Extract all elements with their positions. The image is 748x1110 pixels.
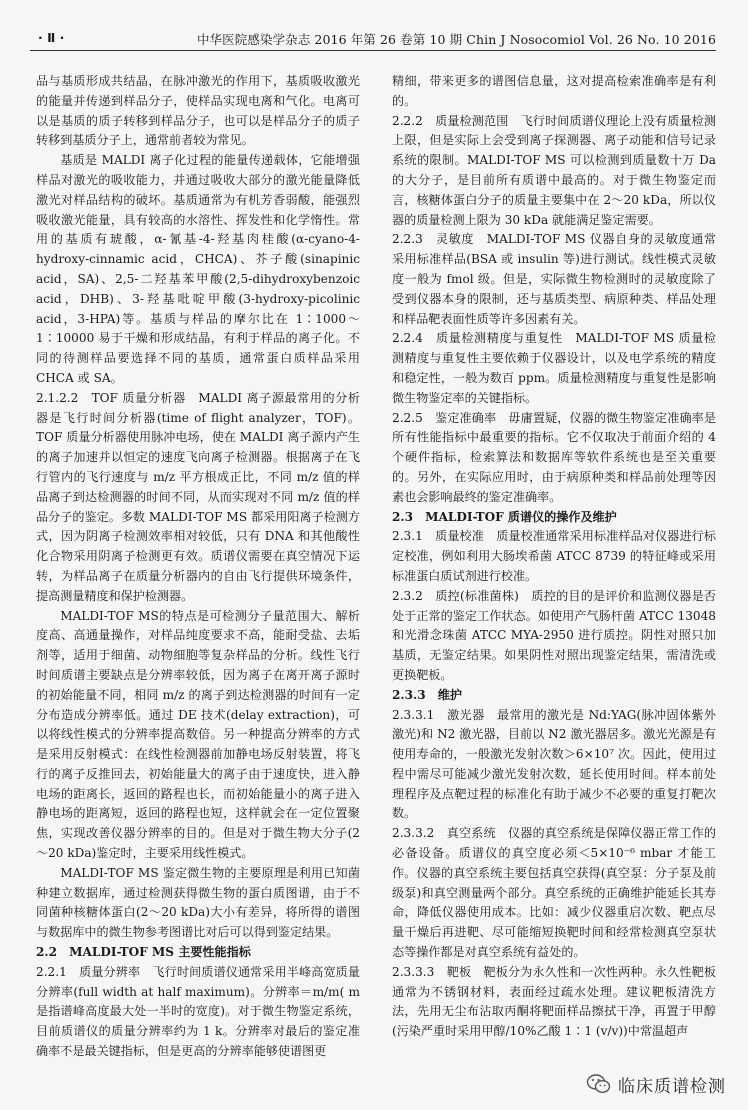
section-heading: 2.3 MALDI-TOF 质谱仪的操作及维护 (392, 509, 617, 524)
paragraph: 基质是 MALDI 离子化过程的能量传递载体，它能增强样品对激光的吸收能力，并通过吸收大部分的激光能量降低激光对样品结构的破坏。基质通常为有机芳香弱酸，能强烈吸收激光能量，具有较高的水溶性、挥发性和化学惰性。常用的基质有琥酸，α-氰基-4-羟基肉桂酸(α-cyano-4-hydroxy-cinnamic acid，CHCA)、芥子酸(sinapinic acid，SA)、2,5-二羟基苯甲酸(2,5-dihydroxybenzoic acid，DHB)、3-羟基吡啶甲酸(3-hydroxy-picolinic acid，3-HPA)等。基质与样品的摩尔比在 1∶1000～1∶10000 易于干燥和形成结晶，有利于样品的离子化。不同的待测样品要选择不同的基质，通常蛋白质样品采用 CHCA 或 SA。 (36, 153, 360, 385)
paragraph: MALDI-TOF MS的特点是可检测分子量范围大、解析度高、高通量操作，对样品纯度要求不高，能耐受盐、去垢剂等，适用于细菌、动物细胞等复杂样品的分析。线性飞行时间质谱主要缺点是分辨率较低，因为离子在离开离子源时的初始能量不同，相同 m/z 的离子到达检测器的时间有一定分布造成分辨率低。通过 DE 技术(delay extraction)，可以将线性模式的分辨率提高数倍。另一种提高分辨率的方式是采用反射模式：在线性检测器前加静电场反射装置，将飞行的离子反推回去，初始能量大的离子由于速度快，进入静电场的距离长，返回的路程也长，而初始能量小的离子进入静电场的距离短，返回的路程也短，这样就会在一定位置聚焦，实现改善仪器分辨率的目的。但是对于微生物大分子(2～20 kDa)鉴定时，主要采用线性模式。 (36, 608, 360, 861)
section-paragraph: 2.3.3.2 真空系统 仪器的真空系统是保障仪器正常工作的必备设备。质谱仪的真空度必须＜5×10⁻⁶ mbar 才能工作。仪器的真空系统主要包括真空获得(真空泵：分子泵及前级泵)和真空测量两个部分。真空系统的正确维护能延长其寿命，降低仪器使用成本。比如：减少仪器重启次数、靶点尽量干燥后再进靶、尽可能缩短换靶时间和经常检测真空泵状态等操作都是对真空系统有益处的。 (392, 826, 716, 960)
section-paragraph: 2.2.4 质量检测精度与重复性 MALDI-TOF MS 质量检测精度与重复性主要依赖于仪器设计，以及电学系统的精度和稳定性，一般为数百 ppm。质量检测精度与重复性是影响微生物鉴定率的关键指标。 (392, 331, 716, 405)
paragraph: 精细，带来更多的谱图信息量，这对提高检索准确率是有利的。 (392, 74, 716, 108)
wechat-icon (586, 1071, 612, 1097)
page-number: · Ⅱ · (38, 30, 65, 45)
section-paragraph: 2.3.3.3 靶板 靶板分为永久性和一次性两种。永久性靶板通常为不锈钢材料，表面经过疏水处理。建议靶板清洗方法，先用无尘布沾取丙酮将靶面样品擦拭干净，再置于甲醇(污染严重时采用甲醇/10%乙酸 1∶1 (v/v))中常温超声 (392, 964, 716, 1039)
paragraph: 品与基质形成共结晶，在脉冲激光的作用下，基质吸收激光的能量并传递到样品分子，使样品实现电离和气化。电离可以是基质的质子转移到样品分子，也可以是样品分子的质子转移到基质分子上，通常前者较为常见。 (36, 74, 360, 148)
section-heading: 2.3.3 维护 (392, 687, 462, 702)
section-paragraph: 2.3.1 质量校准 质量校准通常采用标准样品对仪器进行标定校准，例如利用大肠埃希菌 ATCC 8739 的特征峰或采用标准蛋白质试剂进行校准。 (392, 529, 716, 583)
page-header (30, 26, 716, 51)
section-paragraph: 2.3.3.1 激光器 最常用的激光是 Nd:YAG(脉冲固体紫外激光)和 N2 激光器，目前以 N2 激光器居多。激光光源是有使用寿命的，一般激光发射次数＞6×10⁷ 次。因此，使用过程中需尽可能减少激光发射次数，延长使用时间。样本前处理程序及点靶过程的标准化有助于减少不必要的重复打靶次数。 (392, 707, 716, 821)
section-paragraph: 2.2.3 灵敏度 MALDI-TOF MS 仪器自身的灵敏度通常采用标准样品(BSA 或 insulin 等)进行测试。线性模式灵敏度一般为 fmol 级。但是，实际微生物检测时的灵敏度除了受到仪器本身的限制，还与基质类型、病原种类、样品处理和样品靶表面性质等许多因素有关。 (392, 232, 716, 326)
journal-title: 中华医院感染学杂志 2016 年第 26 卷第 10 期 Chin J Nosocomiol Vol. 26 No. 10 2016 (196, 32, 716, 47)
watermark (582, 1068, 730, 1100)
section-paragraph: 2.1.2.2 TOF 质量分析器 MALDI 离子源最常用的分析器是飞行时间分析器(time of flight analyzer，TOF)。TOF 质量分析器使用脉冲电场，使在 MALDI 离子源内产生的离子加速并以恒定的速度飞向离子检测器。根据离子在飞行管内的飞行速度与 m/z 平方根成正比，不同 m/z 值的样品离子到达检测器的时间不同，从而实现对不同 m/z 值的样品分子的鉴定。多数 MALDI-TOF MS 都采用阳离子检测方式，因为阴离子检测效率相对较低，只有 DNA 和其他酸性化合物采用阴离子检测更有效。质谱仪需要在真空情况下运转，为样品离子在质量分析器内的自由飞行提供环境条件，提高测量精度和保护检测器。 (36, 390, 360, 603)
section-paragraph: 2.3.2 质控(标准菌株) 质控的目的是评价和监测仪器是否处于正常的鉴定工作状态。如使用产气肠杆菌 ATCC 13048 和光滑念珠菌 ATCC MYA-2950 进行质控。阴性对照只加基质，无鉴定结果。如果阴性对照出现鉴定结果，需清洗或更换靶板。 (392, 588, 716, 682)
right-column (392, 72, 716, 1042)
section-paragraph: 2.2.5 鉴定准确率 毋庸置疑，仪器的微生物鉴定准确率是所有性能指标中最重要的指标。它不仅取决于前面介绍的 4 个硬件指标，检索算法和数据库等软件系统也是至关重要的。另外，在实际应用时，由于病原种类和样品前处理等因素也会影响最终的鉴定准确率。 (392, 410, 716, 504)
section-paragraph: 2.2.1 质量分辨率 飞行时间质谱仪通常采用半峰高宽质量分辨率(full width at half maximum)。分辨率＝m/m( m 是指谱峰高度最大处一半时的宽度)。对于微生物鉴定系统，目前质谱仪的质量分辨率约为 1 k。分辨率对最后的鉴定准确率不是最关键指标，但是更高的分辨率能够使谱图更 (36, 964, 360, 1059)
section-heading: 2.2 MALDI-TOF MS 主要性能指标 (36, 945, 251, 960)
paragraph: MALDI-TOF MS 鉴定微生物的主要原理是利用已知菌种建立数据库，通过检测获得微生物的蛋白质图谱，由于不同菌种核糖体蛋白(2～20 kDa)大小有差异，将所得的谱图与数据库中的微生物参考图谱比对后可以得到鉴定结果。 (36, 865, 360, 940)
watermark-text: 临床质谱检测 (618, 1076, 726, 1097)
article-body (36, 72, 716, 1082)
left-column (36, 72, 360, 1062)
section-paragraph: 2.2.2 质量检测范围 飞行时间质谱仪理论上没有质量检测上限，但是实际上会受到离子探测器、离子动能和信号记录系统的限制。MALDI-TOF MS 可以检测到质量数十万 Da 的大分子，是目前所有质谱中最高的。对于微生物鉴定而言，核糖体蛋白分子的质量主要集中在 2～20 kDa，所以仪器的质量检测上限为 30 kDa 就能满足鉴定需要。 (392, 113, 716, 227)
